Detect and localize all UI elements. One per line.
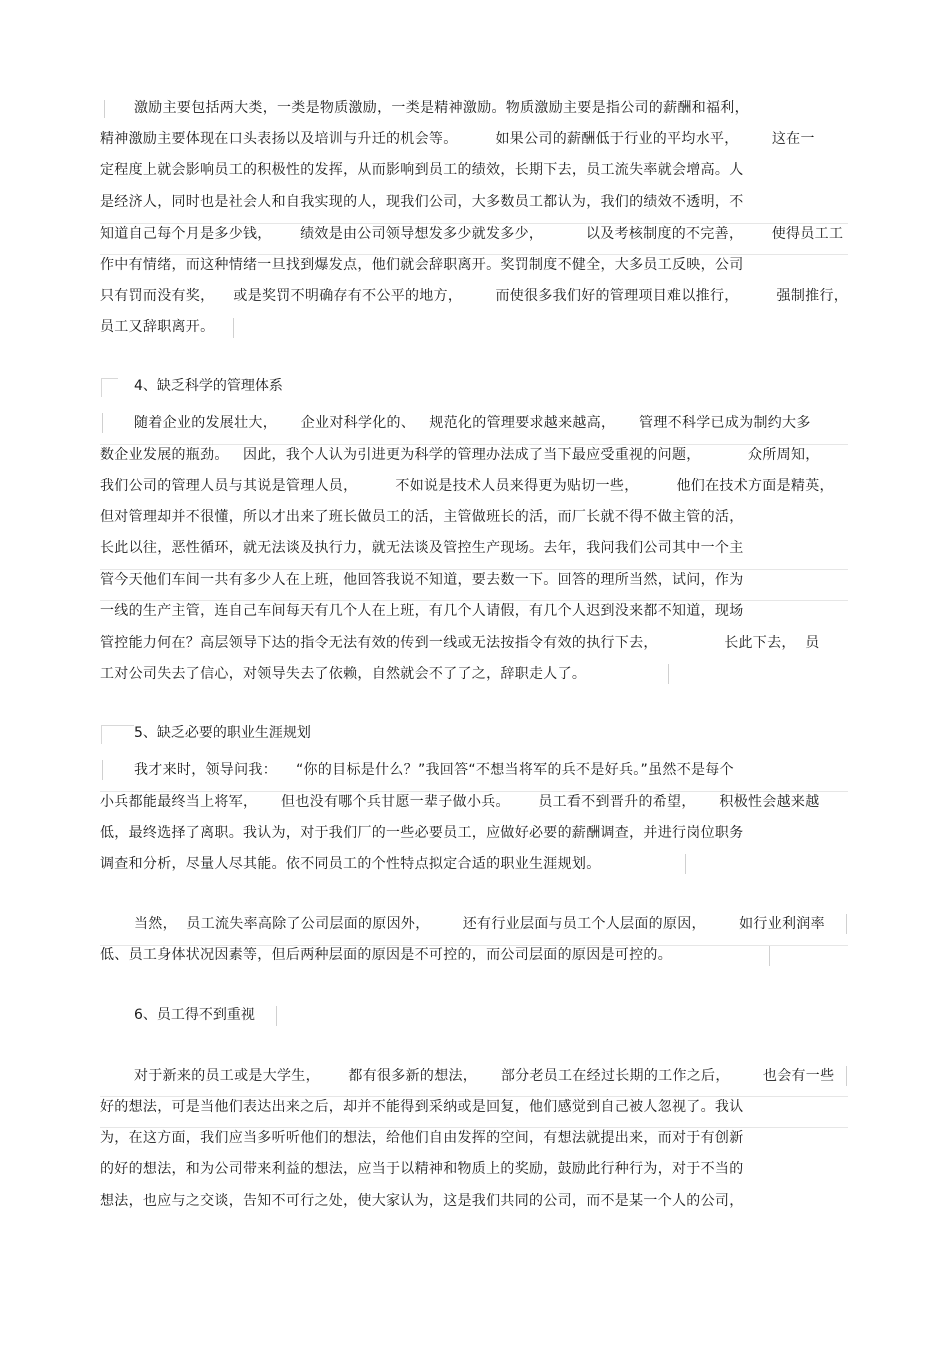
paragraph-4-line: 低、员工身体状况因素等，但后两种层面的原因是不可控的，而公司层面的原因是可控的。 xyxy=(100,947,672,963)
section-heading-5: 5、缺乏必要的职业生涯规划 xyxy=(134,725,311,741)
paragraph-2-line: 随着企业的发展壮大， 企业对科学化的、 规范化的管理要求越来越高， 管理不科学已成为制约大多 xyxy=(134,415,811,431)
margin-bar xyxy=(102,413,103,433)
paragraph-5-line: 为，在这方面，我们应当多听听他们的想法，给他们自由发挥的空间，有想法就提出来，而对于有创新 xyxy=(100,1130,744,1146)
margin-bar xyxy=(668,664,669,684)
paragraph-1-line: 只有罚而没有奖， 或是奖罚不明确存有不公平的地方， 而使很多我们好的管理项目难以推行， 强制推行， xyxy=(100,288,849,304)
paragraph-2-line: 长此以往，恶性循环，就无法谈及执行力，就无法谈及管控生产现场。去年，我问我们公司其中一个主 xyxy=(100,540,744,556)
paragraph-2-line: 我们公司的管理人员与其说是管理人员， 不如说是技术人员来得更为贴切一些， 他们在技术方面是精英， xyxy=(100,478,834,494)
paragraph-1-line: 定程度上就会影响员工的积极性的发挥，从而影响到员工的绩效，长期下去，员工流失率就会增高。人 xyxy=(100,162,744,178)
paragraph-1-line: 是经济人，同时也是社会人和自我实现的人，现我们公司，大多数员工都认为，我们的绩效不透明，不 xyxy=(100,194,744,210)
paragraph-5-line: 好的想法，可是当他们表达出来之后，却并不能得到采纳或是回复，他们感觉到自己被人忽视了。我认 xyxy=(100,1099,744,1115)
paragraph-2-line: 管控能力何在？高层领导下达的指令无法有效的传到一线或无法按指令有效的执行下去， 长此下去， 员 xyxy=(100,635,820,651)
margin-bar xyxy=(846,1066,847,1086)
section-heading-4: 4、缺乏科学的管理体系 xyxy=(134,378,283,394)
paragraph-1-line: 激励主要包括两大类，一类是物质激励，一类是精神激励。物质激励主要是指公司的薪酬和福利， xyxy=(134,100,749,116)
paragraph-1-line: 作中有情绪，而这种情绪一旦找到爆发点，他们就会辞职离开。奖罚制度不健全，大多员工反映，公司 xyxy=(100,257,744,273)
paragraph-3-line: 调查和分析，尽量人尽其能。依不同员工的个性特点拟定合适的职业生涯规划。 xyxy=(100,856,601,872)
paragraph-2-line: 但对管理却并不很懂，所以才出来了班长做员工的活，主管做班长的活，而厂长就不得不做主管的活， xyxy=(100,509,744,525)
paragraph-5-line: 想法，也应与之交谈，告知不可行之处，使大家认为，这是我们共同的公司，而不是某一个人的公司， xyxy=(100,1193,744,1209)
margin-box xyxy=(101,725,134,744)
paragraph-2-line: 管今天他们车间一共有多少人在上班，他回答我说不知道，要去数一下。回答的理所当然，试问，作为 xyxy=(100,572,744,588)
paragraph-2-line: 一线的生产主管，连自己车间每天有几个人在上班，有几个人请假，有几个人迟到没来都不知道，现场 xyxy=(100,603,744,619)
section-heading-6: 6、员工得不到重视 xyxy=(134,1007,255,1023)
margin-bar xyxy=(233,318,234,338)
paragraph-4-line: 当然， 员工流失率高除了公司层面的原因外， 还有行业层面与员工个人层面的原因， 如行业利润率 xyxy=(134,916,825,932)
margin-bar xyxy=(769,946,770,966)
paragraph-1-line: 知道自己每个月是多少钱， 绩效是由公司领导想发多少就发多少， 以及考核制度的不完善， 使得员工工 xyxy=(100,226,844,242)
paragraph-5-line: 对于新来的员工或是大学生， 都有很多新的想法， 部分老员工在经过长期的工作之后， 也会有一些 xyxy=(134,1068,835,1084)
paragraph-2-line: 工对公司失去了信心，对领导失去了依赖，自然就会不了了之，辞职走人了。 xyxy=(100,666,587,682)
margin-bar xyxy=(846,914,847,934)
paragraph-3-line: 我才来时，领导问我： “你的目标是什么？”我回答“不想当将军的兵不是好兵。”虽然不是每个 xyxy=(134,762,734,778)
paragraph-1-line: 精神激励主要体现在口头表扬以及培训与升迁的机会等。 如果公司的薪酬低于行业的平均水平， 这在一 xyxy=(100,131,815,147)
paragraph-2-line: 数企业发展的瓶劲。 因此，我个人认为引进更为科学的管理办法成了当下最应受重视的问题， 众所周知， xyxy=(100,447,820,463)
margin-box xyxy=(101,378,118,397)
margin-bar xyxy=(104,100,105,118)
paragraph-3-line: 小兵都能最终当上将军， 但也没有哪个兵甘愿一辈子做小兵。 员工看不到晋升的希望， 积极性会越来越 xyxy=(100,794,820,810)
margin-bar xyxy=(276,1006,277,1026)
margin-bar xyxy=(685,854,686,874)
paragraph-5-line: 的好的想法，和为公司带来利益的想法，应当于以精神和物质上的奖励，鼓励此行种行为，对于不当的 xyxy=(100,1161,744,1177)
paragraph-1-line: 员工又辞职离开。 xyxy=(100,319,215,335)
margin-bar xyxy=(102,760,103,780)
paragraph-3-line: 低，最终选择了离职。我认为，对于我们厂的一些必要员工，应做好必要的薪酬调查，并进行岗位职务 xyxy=(100,825,744,841)
